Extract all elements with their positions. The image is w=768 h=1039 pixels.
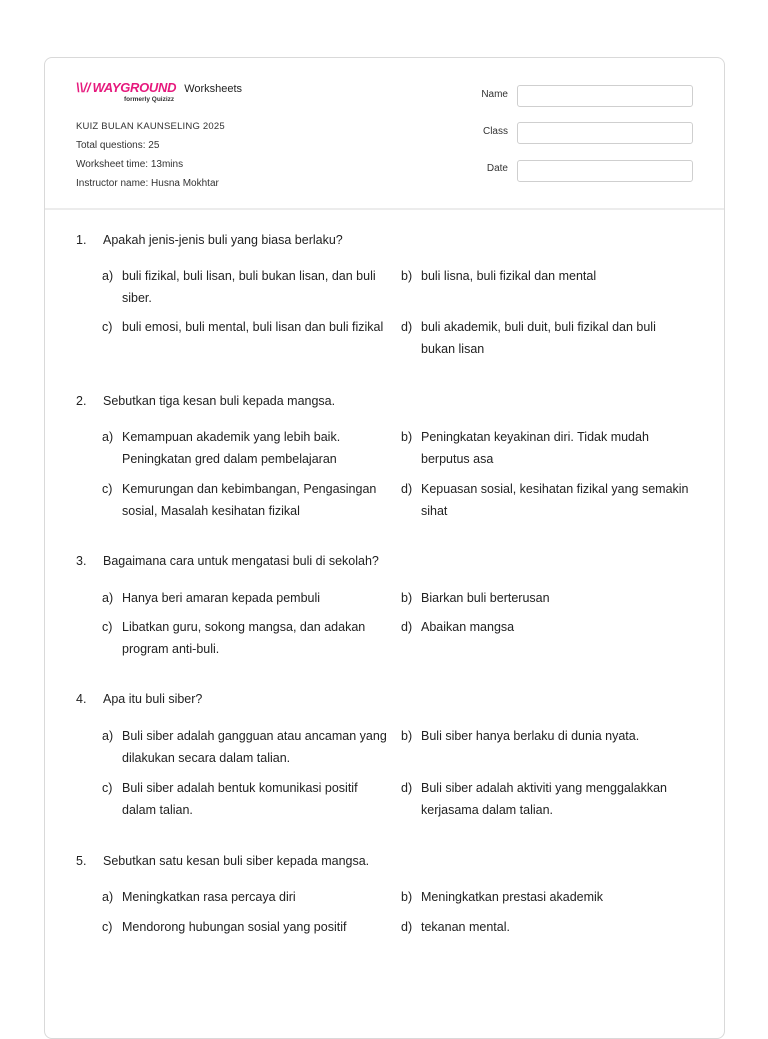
instructor-name: Instructor name: Husna Mokhtar xyxy=(76,178,219,189)
question-text: Apakah jenis-jenis buli yang biasa berlaku? xyxy=(103,233,343,247)
option-text: Buli siber adalah bentuk komunikasi positif dalam talian. xyxy=(122,781,358,817)
question-text: Apa itu buli siber? xyxy=(103,692,203,706)
option-text: buli akademik, buli duit, buli fizikal dan buli bukan lisan xyxy=(421,320,656,356)
class-field[interactable] xyxy=(517,122,693,144)
option-letter: d) xyxy=(401,482,413,496)
option-letter: d) xyxy=(401,781,413,795)
date-field[interactable] xyxy=(517,160,693,182)
option-text: Kemampuan akademik yang lebih baik. Peningkatan gred dalam pembelajaran xyxy=(122,430,341,466)
quiz-title: KUIZ BULAN KAUNSELING 2025 xyxy=(76,121,225,132)
worksheet-header xyxy=(45,58,724,210)
option-text: Buli siber adalah aktiviti yang menggalakkan kerjasama dalam talian. xyxy=(421,781,667,817)
option-letter: c) xyxy=(102,320,113,334)
option-letter: d) xyxy=(401,620,413,634)
option-text: Kepuasan sosial, kesihatan fizikal yang semakin sihat xyxy=(421,482,689,518)
name-label: Name xyxy=(481,89,508,100)
option-letter: a) xyxy=(102,729,114,743)
option-text: Buli siber hanya berlaku di dunia nyata. xyxy=(421,729,640,743)
worksheet-meta xyxy=(76,117,225,193)
option-letter: d) xyxy=(401,320,413,334)
date-label: Date xyxy=(486,163,508,174)
option-text: Libatkan guru, sokong mangsa, dan adakan program anti-buli. xyxy=(122,620,366,656)
option-letter: b) xyxy=(401,591,413,605)
option-text: Meningkatkan prestasi akademik xyxy=(421,890,604,904)
option-text: Peningkatan keyakinan diri. Tidak mudah berputus asa xyxy=(421,430,649,466)
option-letter: c) xyxy=(102,620,113,634)
question-number: 3. xyxy=(76,554,87,568)
worksheet-time: Worksheet time: 13mins xyxy=(76,159,184,170)
option-text: buli fizikal, buli lisan, buli bukan lisan, dan buli siber. xyxy=(122,269,376,305)
question-number: 5. xyxy=(76,854,87,868)
option-letter: b) xyxy=(401,729,413,743)
brand-logo xyxy=(76,80,242,103)
question-text: Sebutkan satu kesan buli siber kepada mangsa. xyxy=(103,854,370,868)
brand-name: WAYGROUND xyxy=(92,80,177,95)
option-letter: b) xyxy=(401,269,413,283)
option-text: buli emosi, buli mental, buli lisan dan buli fizikal xyxy=(122,320,384,334)
option-letter: b) xyxy=(401,890,413,904)
option-letter: a) xyxy=(102,591,114,605)
option-text: tekanan mental. xyxy=(421,920,510,934)
option-letter: c) xyxy=(102,482,113,496)
option-letter: a) xyxy=(102,890,114,904)
option-text: Meningkatkan rasa percaya diri xyxy=(122,890,296,904)
option-text: Hanya beri amaran kepada pembuli xyxy=(122,591,321,605)
name-field[interactable] xyxy=(517,85,693,107)
question-number: 1. xyxy=(76,233,87,247)
total-questions: Total questions: 25 xyxy=(76,140,160,151)
option-letter: c) xyxy=(102,781,113,795)
question-number: 2. xyxy=(76,394,87,408)
question-number: 4. xyxy=(76,692,87,706)
option-text: Kemurungan dan kebimbangan, Pengasingan sosial, Masalah kesihatan fizikal xyxy=(122,482,377,518)
option-letter: c) xyxy=(102,920,113,934)
option-letter: a) xyxy=(102,269,114,283)
option-text: Mendorong hubungan sosial yang positif xyxy=(122,920,347,934)
brand-subtitle: formerly Quizizz xyxy=(123,96,175,103)
question-text: Sebutkan tiga kesan buli kepada mangsa. xyxy=(103,394,336,408)
option-text: Biarkan buli berterusan xyxy=(421,591,550,605)
option-letter: a) xyxy=(102,430,114,444)
section-label: Worksheets xyxy=(184,83,243,95)
worksheet-page xyxy=(44,57,725,1039)
option-letter: d) xyxy=(401,920,413,934)
option-text: Abaikan mangsa xyxy=(421,620,515,634)
option-text: Buli siber adalah gangguan atau ancaman yang dilakukan secara dalam talian. xyxy=(122,729,387,765)
option-text: buli lisna, buli fizikal dan mental xyxy=(421,269,597,283)
question-text: Bagaimana cara untuk mengatasi buli di sekolah? xyxy=(103,554,379,568)
class-label: Class xyxy=(482,126,508,137)
wayground-icon: \\// xyxy=(76,80,91,95)
option-letter: b) xyxy=(401,430,413,444)
